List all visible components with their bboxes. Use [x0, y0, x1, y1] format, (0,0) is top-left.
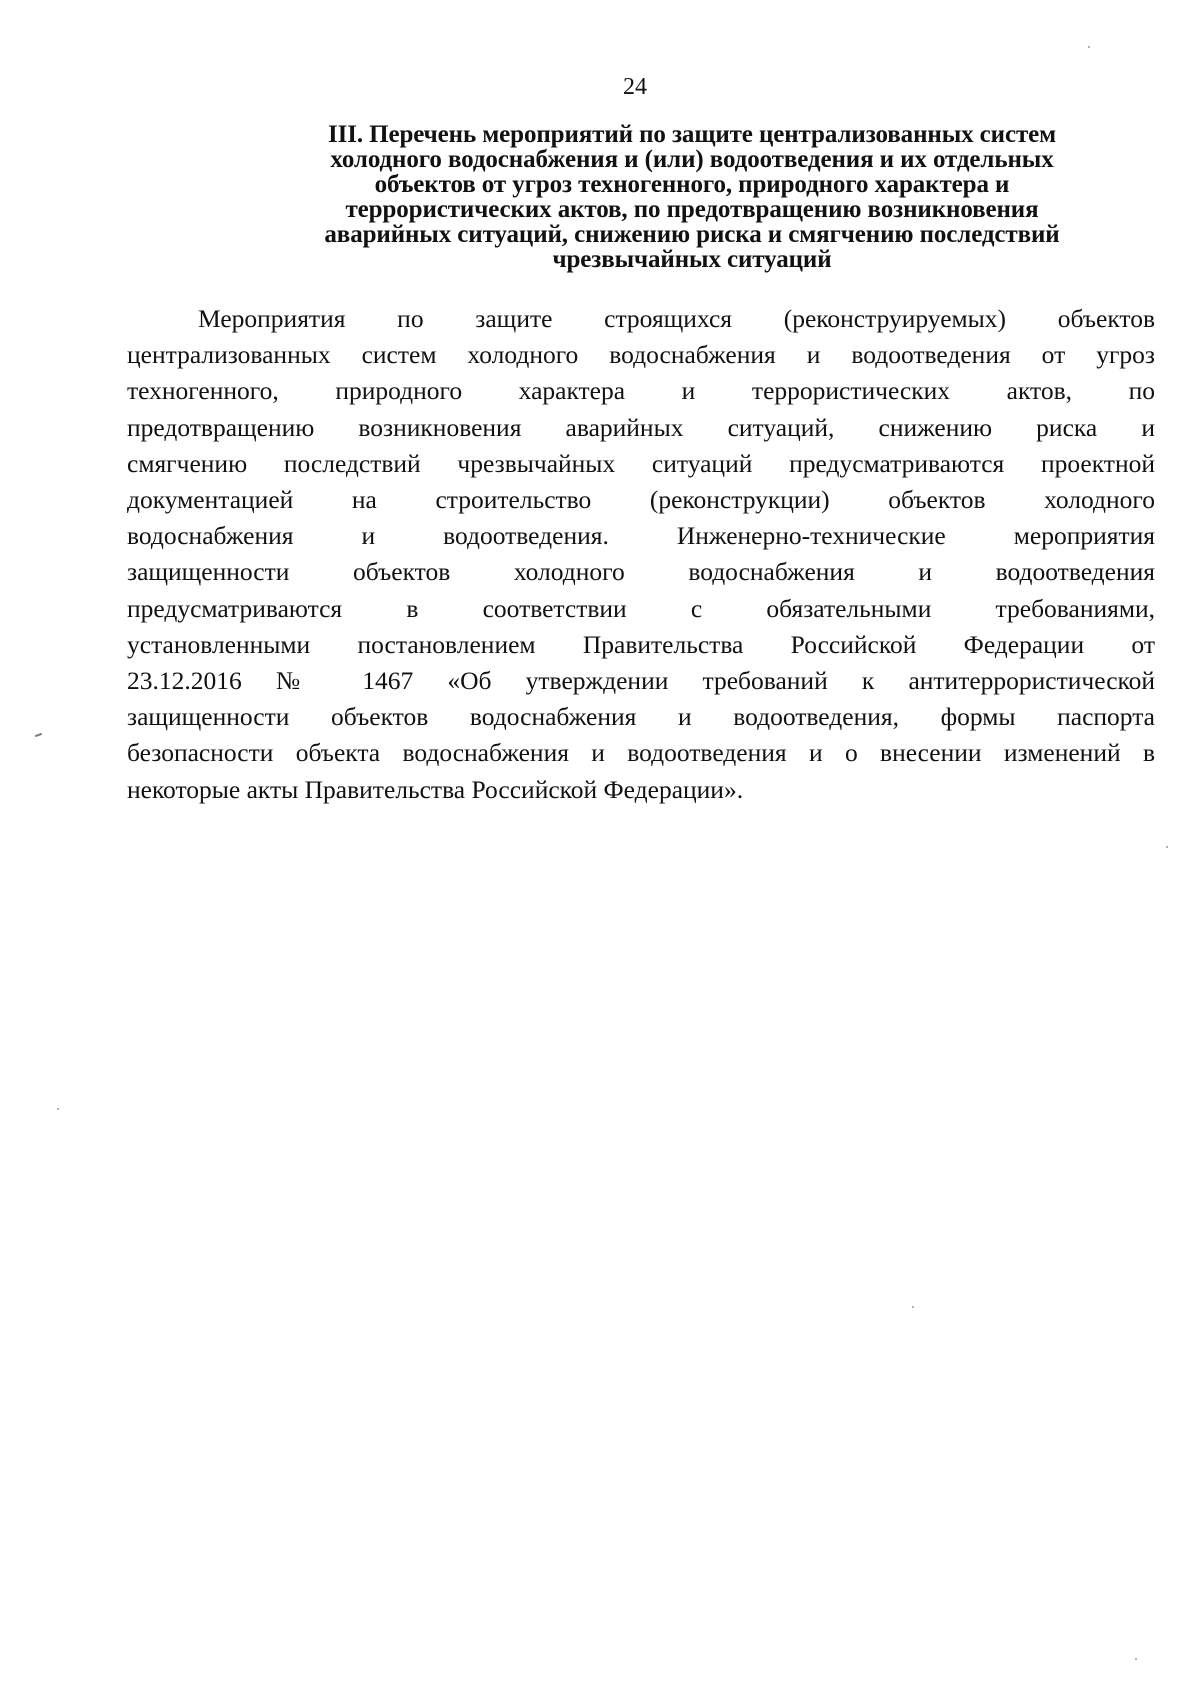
- section-title: [268, 122, 1116, 272]
- paragraph-line: водоснабжения и водоотведения. Инженерно-технические мероприятия: [127, 521, 1155, 551]
- paragraph-line: предотвращению возникновения аварийных ситуаций, снижению риска и: [127, 412, 1155, 442]
- scan-speck: [912, 1306, 914, 1308]
- paragraph-line: некоторые акты Правительства Российской Федерации».: [127, 774, 744, 804]
- section-title-line: чрезвычайных ситуаций: [552, 246, 832, 273]
- paragraph-line: установленными постановлением Правительства Российской Федерации от: [127, 629, 1155, 659]
- paragraph-line: техногенного, природного характера и террористических актов, по: [127, 376, 1155, 406]
- scan-speck: [1166, 846, 1168, 848]
- paragraph-line: 23.12.2016 № 1467 «Об утверждении требований к антитеррористической: [127, 666, 1155, 696]
- scan-mark: [35, 733, 42, 737]
- section-title-line: аварийных ситуаций, снижению риска и смягчению последствий: [324, 221, 1060, 248]
- scan-speck: [1135, 1658, 1137, 1660]
- section-title-line: III. Перечень мероприятий по защите централизованных систем: [327, 121, 1057, 148]
- paragraph-line: смягчению последствий чрезвычайных ситуаций предусматриваются проектной: [127, 448, 1155, 478]
- paragraph-line: Мероприятия по защите строящихся (реконструируемых) объектов: [198, 304, 1155, 333]
- scan-speck: [1088, 46, 1090, 48]
- section-title-line: холодного водоснабжения и (или) водоотведения и их отдельных: [330, 146, 1054, 173]
- paragraph-line: предусматриваются в соответствии с обязательными требованиями,: [127, 593, 1155, 623]
- section-title-line: объектов от угроз техногенного, природного характера и: [374, 171, 1010, 198]
- paragraph-line: защищенности объектов водоснабжения и водоотведения, формы паспорта: [127, 702, 1155, 732]
- scan-speck: [57, 1108, 59, 1110]
- paragraph-line: безопасности объекта водоснабжения и водоотведения и о внесении изменений в: [127, 738, 1155, 768]
- paragraph-line: документацией на строительство (реконструкции) объектов холодного: [127, 485, 1155, 515]
- paragraph-line: централизованных систем холодного водоснабжения и водоотведения от угроз: [127, 340, 1155, 370]
- body-paragraph: [127, 301, 1155, 808]
- paragraph-line: защищенности объектов холодного водоснабжения и водоотведения: [127, 557, 1155, 587]
- page-number: 24: [623, 74, 647, 100]
- section-title-line: террористических актов, по предотвращению возникновения: [345, 196, 1039, 223]
